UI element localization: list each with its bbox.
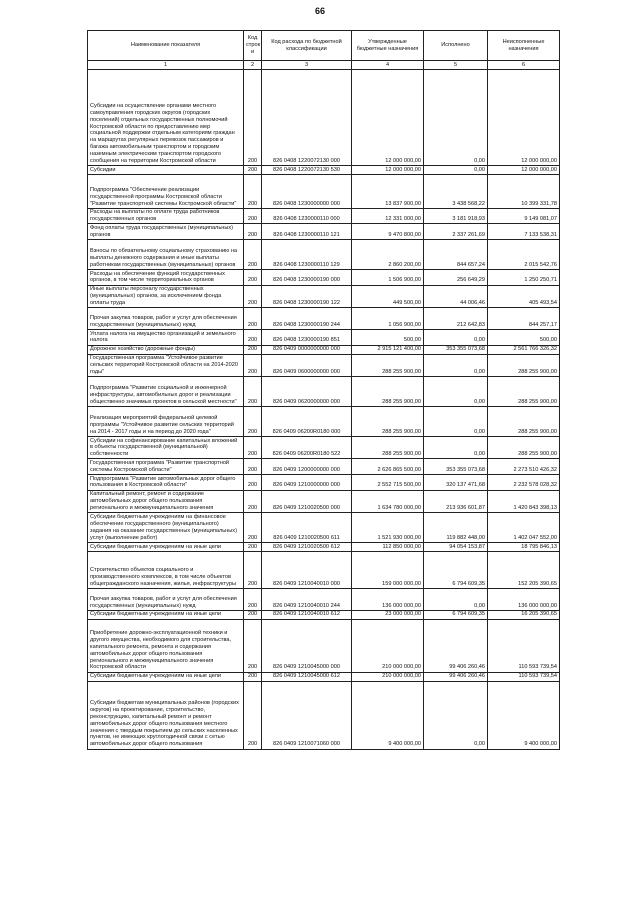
table-row	[88, 490, 560, 512]
row-name: Капитальный ремонт, ремонт и содержание автомобильных дорог общего пользования регионального и межмуниципального значения	[88, 490, 244, 512]
row-approved-amount: 288 255 900,00	[352, 354, 424, 376]
row-unexecuted-amount: 9 400 000,00	[488, 681, 560, 749]
table-row	[88, 70, 560, 166]
column-number: 2	[244, 61, 262, 70]
row-unexecuted-amount: 1 420 843 398,13	[488, 490, 560, 512]
table-row	[88, 475, 560, 491]
table-row	[88, 619, 560, 672]
table-row	[88, 308, 560, 330]
row-name: Уплата налога на имущество организаций и земельного налога	[88, 330, 244, 346]
table-row	[88, 377, 560, 407]
table-row	[88, 681, 560, 749]
row-name: Государственная программа "Устойчивое развитие сельских территорий Костромской области на 2014-2020 годы"	[88, 354, 244, 376]
row-line-code: 200	[244, 166, 262, 175]
row-approved-amount: 210 000 000,00	[352, 672, 424, 681]
row-unexecuted-amount: 16 205 390,65	[488, 610, 560, 619]
column-number: 5	[424, 61, 488, 70]
row-executed-amount: 0,00	[424, 330, 488, 346]
row-executed-amount: 0,00	[424, 166, 488, 175]
row-approved-amount: 13 837 900,00	[352, 174, 424, 208]
table-row	[88, 270, 560, 286]
row-line-code: 200	[244, 543, 262, 552]
row-budget-code: 826 0409 0600000000 000	[262, 354, 352, 376]
row-line-code: 200	[244, 70, 262, 166]
row-executed-amount: 256 649,29	[424, 270, 488, 286]
row-executed-amount: 119 882 448,00	[424, 513, 488, 543]
row-name: Приобретение дорожно-эксплуатационной техники и другого имущества, необходимого для строительства, капитального ремонта, ремонта и содержания автомобильных дорог общего пользования регионального и межмуниципального значения Костромской области	[88, 619, 244, 672]
row-name: Дорожное хозяйство (дорожные фонды)	[88, 345, 244, 354]
row-executed-amount: 0,00	[424, 354, 488, 376]
row-approved-amount: 2 915 121 400,00	[352, 345, 424, 354]
row-name: Субсидии бюджетам муниципальных районов (городских округов) на проектирование, строительство, реконструкцию, капитальный ремонт и ремонт автомобильных дорог общего пользования местного значения с твердым покрытием до сельских населенных пунктов, не имеющих круглогодичной связи с сетью автомобильных дорог общего пользования	[88, 681, 244, 749]
row-name: Реализация мероприятий федеральной целевой программы "Устойчивое развитие сельских территорий на 2014 - 2017 годы и на период до 2020 года"	[88, 407, 244, 437]
row-approved-amount: 9 400 000,00	[352, 681, 424, 749]
row-approved-amount: 23 000 000,00	[352, 610, 424, 619]
table-row	[88, 224, 560, 240]
row-executed-amount: 320 137 471,68	[424, 475, 488, 491]
row-executed-amount: 99 406 260,46	[424, 672, 488, 681]
row-executed-amount: 0,00	[424, 681, 488, 749]
table-row	[88, 166, 560, 175]
row-line-code: 200	[244, 672, 262, 681]
row-executed-amount: 3 181 918,93	[424, 208, 488, 224]
row-unexecuted-amount: 1 402 047 552,00	[488, 513, 560, 543]
row-line-code: 200	[244, 240, 262, 270]
table-row	[88, 240, 560, 270]
row-unexecuted-amount: 110 593 739,54	[488, 672, 560, 681]
row-executed-amount: 99 406 260,46	[424, 619, 488, 672]
row-name: Субсидии бюджетным учреждениям на иные цели	[88, 672, 244, 681]
row-budget-code: 826 0409 0620000000 000	[262, 377, 352, 407]
row-line-code: 200	[244, 619, 262, 672]
row-line-code: 200	[244, 490, 262, 512]
row-approved-amount: 1 634 780 000,00	[352, 490, 424, 512]
row-unexecuted-amount: 2 273 510 426,32	[488, 459, 560, 475]
row-executed-amount: 2 337 261,69	[424, 224, 488, 240]
row-line-code: 200	[244, 270, 262, 286]
row-approved-amount: 112 850 000,00	[352, 543, 424, 552]
row-line-code: 200	[244, 308, 262, 330]
table-row	[88, 672, 560, 681]
row-budget-code: 826 0409 1210040010 000	[262, 551, 352, 588]
row-approved-amount: 500,00	[352, 330, 424, 346]
row-budget-code: 826 0409 1210045000 000	[262, 619, 352, 672]
row-line-code: 200	[244, 551, 262, 588]
row-unexecuted-amount: 12 000 000,00	[488, 166, 560, 175]
row-approved-amount: 12 331 000,00	[352, 208, 424, 224]
header-budget-code: Код расхода по бюджетной классификации	[262, 31, 352, 61]
row-budget-code: 826 0408 1230000190 851	[262, 330, 352, 346]
row-approved-amount: 2 626 865 500,00	[352, 459, 424, 475]
row-line-code: 200	[244, 610, 262, 619]
row-name: Субсидии на осуществление органами местного самоуправления городских округов (городских поселений) отдельных государственных полномочий Костромской области по предоставлению мер социальной поддержки отдельным категориям граждан на маршрутах регулярных перевозок пассажиров и багажа автомобильным транспортом и городским наземным электрическим транспортом городского сообщения на территории Костромской области	[88, 70, 244, 166]
row-executed-amount: 0,00	[424, 70, 488, 166]
row-budget-code: 826 0408 1230000190 000	[262, 270, 352, 286]
table-row	[88, 513, 560, 543]
row-line-code: 200	[244, 681, 262, 749]
row-budget-code: 826 0408 1230000190 244	[262, 308, 352, 330]
row-budget-code: 826 0409 06200R0180 000	[262, 407, 352, 437]
column-number: 1	[88, 61, 244, 70]
row-unexecuted-amount: 136 000 000,00	[488, 588, 560, 610]
row-approved-amount: 210 000 000,00	[352, 619, 424, 672]
row-name: Взносы по обязательному социальному страхованию на выплаты денежного содержания и иные выплаты работникам государственных (муниципальных) органов	[88, 240, 244, 270]
row-budget-code: 826 0409 1210071060 000	[262, 681, 352, 749]
row-budget-code: 826 0409 1210020500 612	[262, 543, 352, 552]
header-unexecuted: Неисполненные назначения	[488, 31, 560, 61]
row-approved-amount: 159 000 000,00	[352, 551, 424, 588]
row-budget-code: 826 0409 06200R0180 522	[262, 437, 352, 459]
row-name: Подпрограмма "Развитие социальной и инженерной инфраструктуры, автомобильных дорог и реализации общественно значимых проектов в сельской местности"	[88, 377, 244, 407]
table-row	[88, 285, 560, 307]
row-unexecuted-amount: 288 255 900,00	[488, 437, 560, 459]
table-row	[88, 610, 560, 619]
header-approved: Утвержденные бюджетные назначения	[352, 31, 424, 61]
row-executed-amount: 0,00	[424, 437, 488, 459]
row-executed-amount: 0,00	[424, 377, 488, 407]
row-budget-code: 826 0408 1230000110 129	[262, 240, 352, 270]
row-unexecuted-amount: 844 257,17	[488, 308, 560, 330]
row-executed-amount: 353 355 073,68	[424, 459, 488, 475]
row-budget-code: 826 0409 1210000000 000	[262, 475, 352, 491]
table-row	[88, 551, 560, 588]
row-budget-code: 826 0408 1230000000 000	[262, 174, 352, 208]
row-budget-code: 826 0408 1230000110 121	[262, 224, 352, 240]
row-unexecuted-amount: 1 250 250,71	[488, 270, 560, 286]
row-approved-amount: 449 500,00	[352, 285, 424, 307]
row-budget-code: 826 0408 1220072130 530	[262, 166, 352, 175]
row-budget-code: 826 0408 1220072130 000	[262, 70, 352, 166]
row-approved-amount: 136 000 000,00	[352, 588, 424, 610]
row-executed-amount: 353 355 073,68	[424, 345, 488, 354]
row-name: Прочая закупка товаров, работ и услуг для обеспечения государственных (муниципальных) нужд	[88, 588, 244, 610]
row-approved-amount: 1 521 930 000,00	[352, 513, 424, 543]
row-name: Субсидии на софинансирование капитальных вложений в объекты государственной (муниципальной) собственности	[88, 437, 244, 459]
header-name: Наименование показателя	[88, 31, 244, 61]
table-row	[88, 407, 560, 437]
row-unexecuted-amount: 288 255 900,00	[488, 407, 560, 437]
row-unexecuted-amount: 9 149 081,07	[488, 208, 560, 224]
row-line-code: 200	[244, 330, 262, 346]
row-line-code: 200	[244, 377, 262, 407]
row-executed-amount: 0,00	[424, 407, 488, 437]
row-unexecuted-amount: 2 232 578 028,32	[488, 475, 560, 491]
row-name: Иные выплаты персоналу государственных (муниципальных) органов, за исключением фонда оплаты труда	[88, 285, 244, 307]
row-unexecuted-amount: 110 593 739,54	[488, 619, 560, 672]
row-line-code: 200	[244, 345, 262, 354]
row-unexecuted-amount: 288 255 900,00	[488, 354, 560, 376]
table-row	[88, 208, 560, 224]
table-header-row	[88, 31, 560, 61]
row-unexecuted-amount: 12 000 000,00	[488, 70, 560, 166]
table-row	[88, 330, 560, 346]
row-executed-amount: 0,00	[424, 588, 488, 610]
row-name: Расходы на обеспечение функций государственных органов, в том числе территориальных органов	[88, 270, 244, 286]
row-line-code: 200	[244, 174, 262, 208]
row-unexecuted-amount: 18 795 846,13	[488, 543, 560, 552]
column-number: 4	[352, 61, 424, 70]
row-budget-code: 826 0409 1200000000 000	[262, 459, 352, 475]
row-budget-code: 826 0408 1230000190 122	[262, 285, 352, 307]
row-approved-amount: 2 860 200,00	[352, 240, 424, 270]
row-approved-amount: 1 506 900,00	[352, 270, 424, 286]
row-line-code: 200	[244, 208, 262, 224]
column-number-row	[88, 61, 560, 70]
row-executed-amount: 3 438 568,22	[424, 174, 488, 208]
row-unexecuted-amount: 10 399 331,78	[488, 174, 560, 208]
row-name: Субсидии	[88, 166, 244, 175]
row-approved-amount: 288 255 900,00	[352, 437, 424, 459]
row-name: Подпрограмма "Развитие автомобильных дорог общего пользования в Костромской области"	[88, 475, 244, 491]
header-line-code: Код строк и	[244, 31, 262, 61]
row-approved-amount: 12 000 000,00	[352, 70, 424, 166]
budget-execution-table	[87, 30, 560, 750]
row-budget-code: 826 0409 0000000000 000	[262, 345, 352, 354]
row-executed-amount: 6 794 609,35	[424, 551, 488, 588]
row-line-code: 200	[244, 513, 262, 543]
row-budget-code: 826 0409 1210040010 244	[262, 588, 352, 610]
row-executed-amount: 44 006,46	[424, 285, 488, 307]
row-name: Субсидии бюджетным учреждениям на иные цели	[88, 543, 244, 552]
row-name: Государственная программа "Развитие транспортной системы Костромской области"	[88, 459, 244, 475]
row-unexecuted-amount: 405 493,54	[488, 285, 560, 307]
row-name: Подпрограмма "Обеспечение реализации государственной программы Костромской области "Развитие транспортной системы Костромской области"	[88, 174, 244, 208]
row-unexecuted-amount: 2 015 542,76	[488, 240, 560, 270]
header-executed: Исполнено	[424, 31, 488, 61]
row-name: Фонд оплаты труда государственных (муниципальных) органов	[88, 224, 244, 240]
row-name: Субсидии бюджетным учреждениям на финансовое обеспечение государственного (муниципального) задания на оказание государственных (муниципальных) услуг (выполнение работ)	[88, 513, 244, 543]
table-row	[88, 543, 560, 552]
row-executed-amount: 844 657,24	[424, 240, 488, 270]
row-line-code: 200	[244, 459, 262, 475]
table-row	[88, 588, 560, 610]
row-line-code: 200	[244, 354, 262, 376]
row-unexecuted-amount: 500,00	[488, 330, 560, 346]
row-unexecuted-amount: 288 255 900,00	[488, 377, 560, 407]
row-name: Строительство объектов социального и производственного комплексов, в том числе объектов общегражданского назначения, жилья, инфраструктуры	[88, 551, 244, 588]
row-executed-amount: 94 054 153,87	[424, 543, 488, 552]
page-number: 66	[314, 6, 325, 16]
row-name: Субсидии бюджетным учреждениям на иные цели	[88, 610, 244, 619]
row-executed-amount: 6 794 609,35	[424, 610, 488, 619]
column-number: 3	[262, 61, 352, 70]
row-line-code: 200	[244, 224, 262, 240]
table-row	[88, 459, 560, 475]
row-name: Расходы на выплаты по оплате труда работников государственных органов	[88, 208, 244, 224]
row-executed-amount: 212 642,83	[424, 308, 488, 330]
row-budget-code: 826 0409 1210020500 000	[262, 490, 352, 512]
row-unexecuted-amount: 2 561 766 326,32	[488, 345, 560, 354]
row-name: Прочая закупка товаров, работ и услуг для обеспечения государственных (муниципальных) нужд	[88, 308, 244, 330]
row-approved-amount: 12 000 000,00	[352, 166, 424, 175]
row-budget-code: 826 0409 1210020500 611	[262, 513, 352, 543]
row-unexecuted-amount: 152 205 390,65	[488, 551, 560, 588]
row-line-code: 200	[244, 285, 262, 307]
table-row	[88, 354, 560, 376]
row-line-code: 200	[244, 475, 262, 491]
row-budget-code: 826 0409 1210045000 612	[262, 672, 352, 681]
row-unexecuted-amount: 7 133 538,31	[488, 224, 560, 240]
row-approved-amount: 288 255 900,00	[352, 377, 424, 407]
row-budget-code: 826 0409 1210040010 612	[262, 610, 352, 619]
row-executed-amount: 213 936 601,87	[424, 490, 488, 512]
row-approved-amount: 9 470 800,00	[352, 224, 424, 240]
column-number: 6	[488, 61, 560, 70]
table-row	[88, 345, 560, 354]
table-row	[88, 437, 560, 459]
row-line-code: 200	[244, 437, 262, 459]
row-approved-amount: 1 056 900,00	[352, 308, 424, 330]
row-approved-amount: 288 255 900,00	[352, 407, 424, 437]
row-budget-code: 826 0408 1230000110 000	[262, 208, 352, 224]
row-approved-amount: 2 552 715 500,00	[352, 475, 424, 491]
table-row	[88, 174, 560, 208]
row-line-code: 200	[244, 588, 262, 610]
row-line-code: 200	[244, 407, 262, 437]
